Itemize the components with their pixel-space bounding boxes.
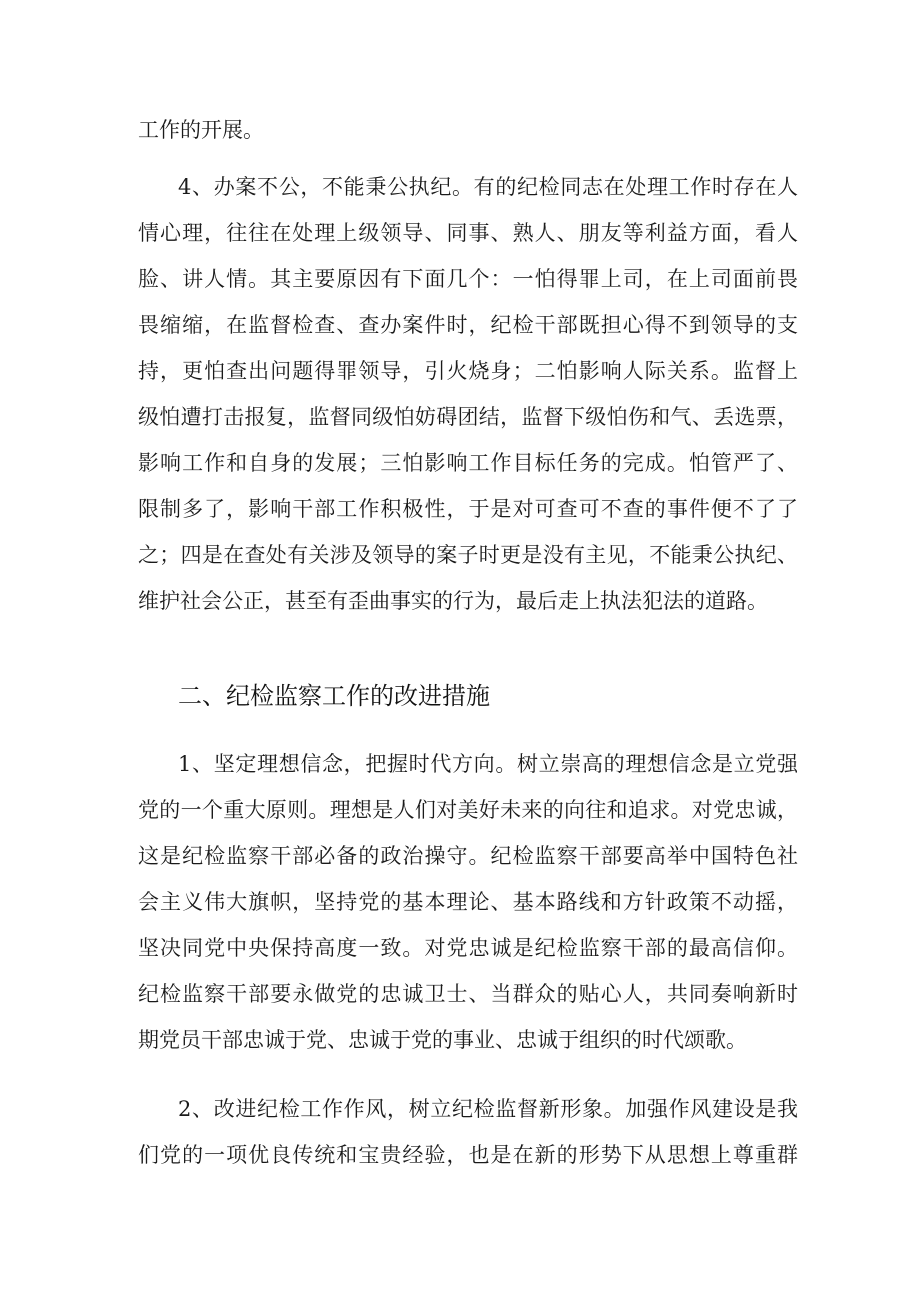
paragraph-line: 持，更怕查出问题得罪领导，引火烧身；二怕影响人际关系。监督上 [138,359,798,383]
paragraph-line: 党的一个重大原则。理想是人们对美好未来的向往和追求。对党忠诚， [138,798,798,822]
paragraph-line: 期党员干部忠诚于党、忠诚于党的事业、忠诚于组织的时代颂歌。 [138,1028,747,1052]
paragraph-line: 2、改进纪检工作作风，树立纪检监督新形象。加强作风建设是我 [178,1097,798,1121]
paragraph-line: 畏缩缩，在监督检查、查办案件时，纪检干部既担心得不到领导的支 [138,313,798,337]
paragraph-line: 纪检监察干部要永做党的忠诚卫士、当群众的贴心人，共同奏响新时 [138,982,798,1006]
paragraph-line: 脸、讲人情。其主要原因有下面几个：一怕得罪上司，在上司面前畏 [138,267,798,291]
paragraph-line: 级怕遭打击报复，监督同级怕妨碍团结，监督下级怕伤和气、丢选票， [138,405,798,429]
paragraph-line: 们党的一项优良传统和宝贵经验，也是在新的形势下从思想上尊重群 [138,1143,798,1167]
paragraph-line: 这是纪检监察干部必备的政治操守。纪检监察干部要高举中国特色社 [138,844,798,868]
paragraph-line: 1、坚定理想信念，把握时代方向。树立崇高的理想信念是立党强 [178,752,798,776]
paragraph-line: 维护社会公正，甚至有歪曲事实的行为，最后走上执法犯法的道路。 [138,589,768,613]
paragraph-line: 之；四是在查处有关涉及领导的案子时更是没有主见，不能秉公执纪、 [138,543,798,567]
paragraph-line: 工作的开展。 [138,118,264,142]
paragraph-line: 会主义伟大旗帜，坚持党的基本理论、基本路线和方针政策不动摇， [138,890,798,914]
paragraph-line: 坚决同党中央保持高度一致。对党忠诚是纪检监察干部的最高信仰。 [138,936,798,960]
paragraph-line: 情心理，往往在处理上级领导、同事、熟人、朋友等利益方面，看人 [138,221,798,245]
paragraph-line: 影响工作和自身的发展；三怕影响工作目标任务的完成。怕管严了、 [138,451,798,475]
section-heading: 二、纪检监察工作的改进措施 [178,682,490,710]
paragraph-line: 限制多了，影响干部工作积极性，于是对可查可不查的事件便不了了 [138,497,798,521]
paragraph-line: 4、办案不公，不能秉公执纪。有的纪检同志在处理工作时存在人 [178,175,798,199]
